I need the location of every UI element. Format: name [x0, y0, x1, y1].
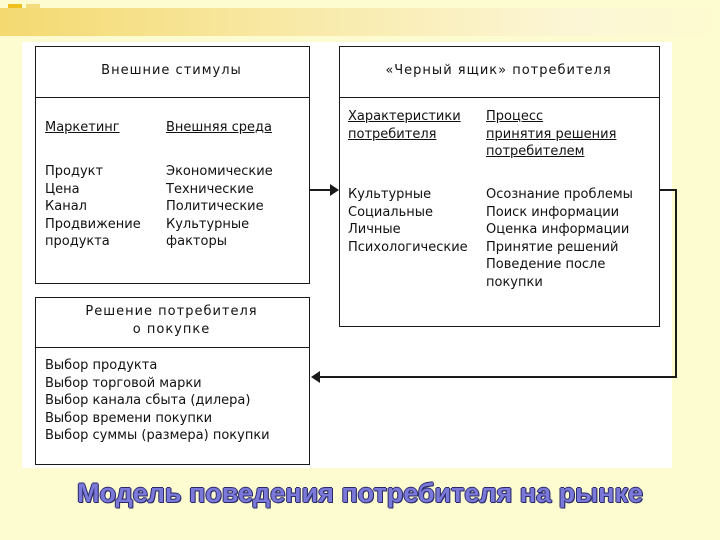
slide-caption: Модель поведения потребителя на рынке — [76, 478, 644, 508]
black-box-title: «Черный ящик» потребителя — [385, 63, 612, 78]
decision-divider — [35, 347, 310, 348]
stimuli-divider — [35, 97, 310, 98]
arrow-blackbox-to-decision-head — [311, 371, 320, 383]
top-gradient-bar — [0, 8, 720, 36]
marketing-items: Продукт Цена Канал Продвижение продукта — [45, 164, 141, 249]
arrow-blackbox-down — [675, 189, 677, 377]
process-items: Осознание проблемы Поиск информации Оценка информации Принятие решений Поведение после покупки — [486, 187, 633, 290]
characteristics-items: Культурные Социальные Личные Психологические — [348, 187, 468, 255]
arrow-blackbox-out — [660, 189, 676, 191]
black-box-divider — [339, 97, 660, 98]
characteristics-header: Характеристики потребителя — [348, 109, 461, 142]
environment-items: Экономические Технические Политические Культурные факторы — [166, 164, 273, 249]
process-header: Процесс принятия решения потребителем — [486, 109, 617, 159]
decision-title: Решение потребителя о покупке — [85, 304, 258, 337]
environment-header: Внешняя среда — [166, 120, 272, 135]
arrow-blackbox-to-decision — [320, 376, 677, 378]
arrow-stimuli-to-blackbox-head — [330, 184, 339, 196]
decision-items: Выбор продукта Выбор торговой марки Выбор канала сбыта (дилера) Выбор времени покупки Выбор суммы (размера) покупки — [45, 358, 270, 443]
marketing-header: Маркетинг — [45, 120, 120, 135]
arrow-stimuli-to-blackbox — [310, 189, 332, 191]
diagram-panel — [22, 42, 672, 468]
stimuli-title: Внешние стимулы — [101, 63, 242, 78]
